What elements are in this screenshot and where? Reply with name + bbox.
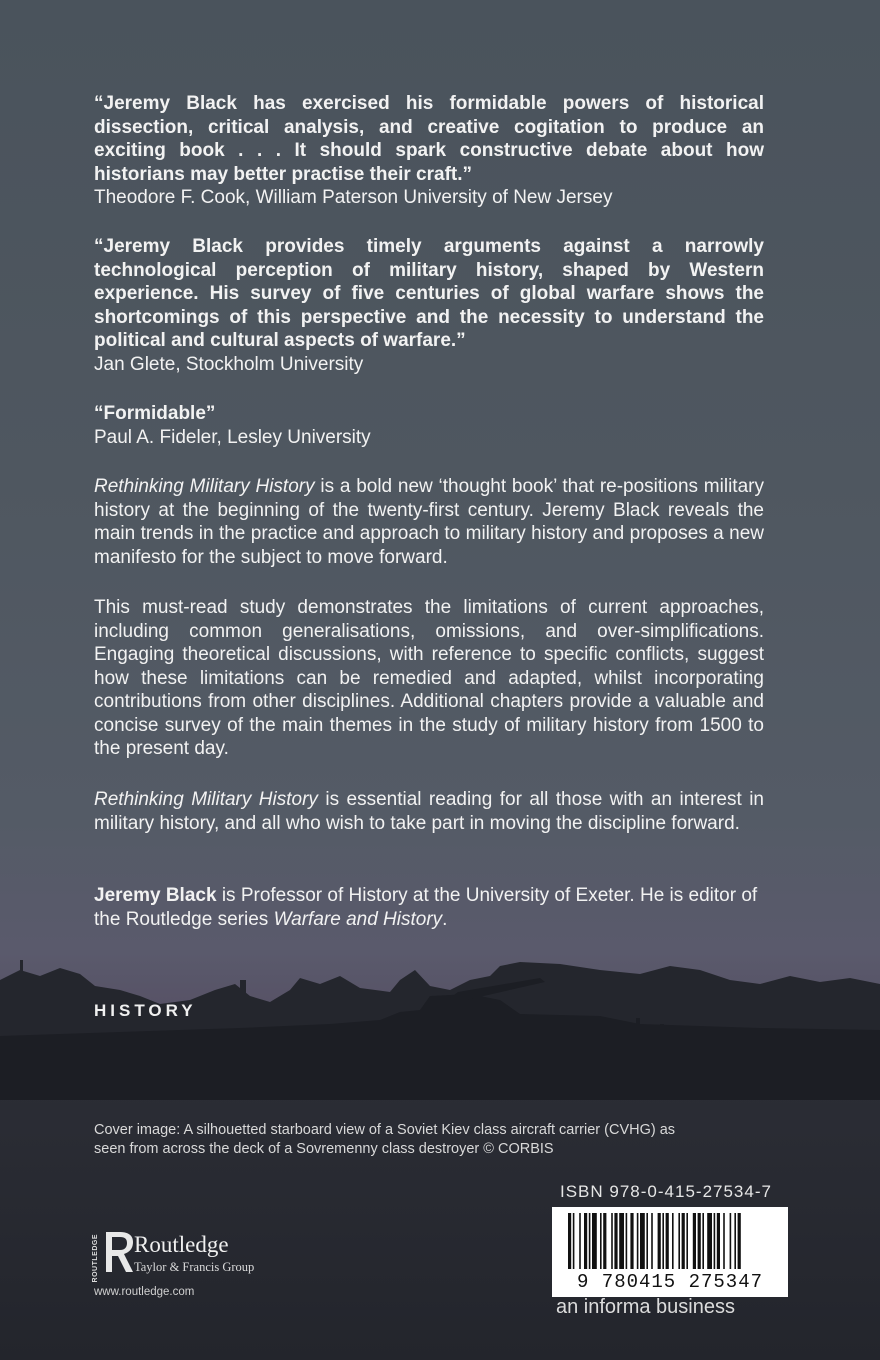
description-text: is essential reading for all those with an interest in military history, and all who wish to take part in moving the discipline forward.	[94, 789, 764, 834]
description-paragraph-1	[94, 475, 764, 569]
barcode	[552, 1207, 788, 1297]
quote-fideler	[94, 402, 764, 449]
description-paragraph-3	[94, 788, 764, 835]
routledge-vertical-text: ROUTLEDGE	[92, 1234, 99, 1283]
publisher-group: Taylor & Francis Group	[134, 1260, 255, 1274]
description-paragraph-2	[94, 596, 764, 761]
quote-text: “Formidable”	[94, 403, 216, 424]
book-title: Rethinking Military History	[94, 789, 318, 810]
quote-text: “Jeremy Black has exercised his formidable powers of historical dissection, critical analysis, and creative cogitation to produce an exciting book . . . It should spark constructive debate about how historians may better practise their craft.”	[94, 93, 764, 185]
publisher-name: Routledge	[134, 1232, 229, 1257]
routledge-r-icon	[100, 1226, 136, 1276]
author-name: Jeremy Black	[94, 885, 217, 906]
quote-text: “Jeremy Black provides timely arguments against a narrowly technological perception of military history, shaped by Western experience. His survey of five centuries of global warfare shows the shortcomings of this perspective and the necessity to understand the political and cultural aspects of warfare.”	[94, 236, 764, 351]
series-title: Warfare and History	[273, 908, 443, 930]
author-bio-text: is Professor of History at the University of Exeter. He is editor of the Routledge series	[94, 885, 758, 930]
author-bio	[94, 884, 764, 931]
description-text: This must-read study demonstrates the limitations of current approaches, including common generalisations, omissions, and over-simplifications. Engaging theoretical discussions, with reference to specific conflicts, suggest how these limitations can be remedied and adapted, whilst incorporating contributions from other disciplines. Additional chapters provide a valuable and concise survey of the main themes in the study of military history from 1500 to the present day.	[94, 597, 764, 759]
informa-tagline: an informa business	[556, 1296, 735, 1318]
publisher-url: www.routledge.com	[94, 1286, 195, 1298]
quote-attribution: Paul A. Fideler, Lesley University	[94, 426, 371, 448]
author-bio-end: .	[442, 908, 448, 930]
quote-cook	[94, 92, 764, 210]
barcode-bars	[552, 1207, 788, 1273]
quote-glete	[94, 235, 764, 376]
barcode-digits: 9 780415 275347	[576, 1271, 764, 1293]
category-label: HISTORY	[94, 1001, 197, 1020]
quote-attribution: Jan Glete, Stockholm University	[94, 353, 364, 375]
isbn-number: ISBN 978-0-415-27534-7	[560, 1182, 772, 1201]
description-text: is a bold new ‘thought book’ that re-positions military history at the beginning of the twenty-first century. Jeremy Black reveals the main trends in the practice and approach to military history and proposes a new manifesto for the subject to move forward.	[94, 476, 764, 568]
cover-image-caption: Cover image: A silhouetted starboard view of a Soviet Kiev class aircraft carrier (CVHG) as seen from across the deck of a Sovremenny class destroyer © CORBIS	[94, 1122, 676, 1157]
quote-attribution: Theodore F. Cook, William Paterson University of New Jersey	[94, 187, 613, 208]
book-title: Rethinking Military History	[94, 476, 315, 497]
